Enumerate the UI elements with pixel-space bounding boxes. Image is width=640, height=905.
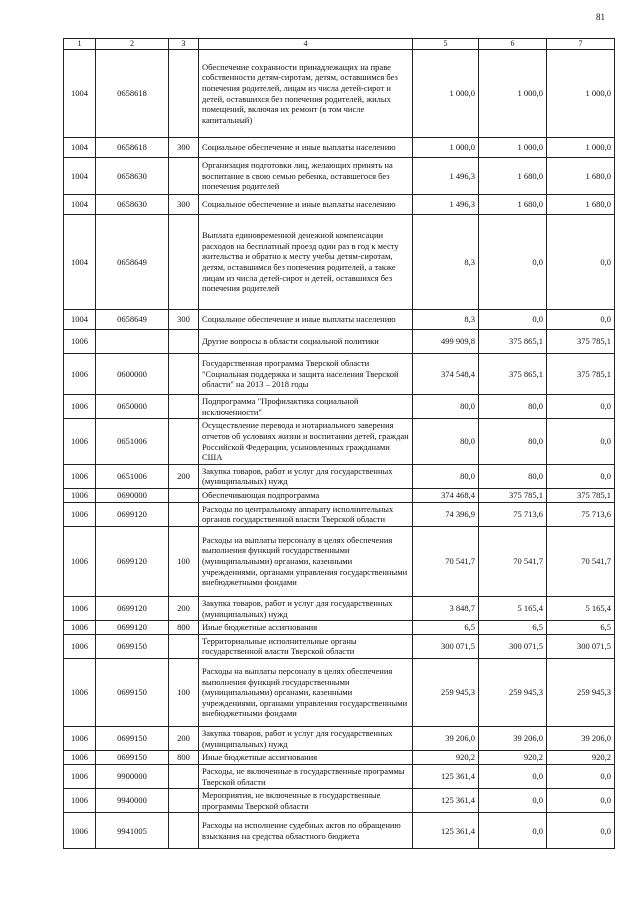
amount-col6: 80,0 [479,395,547,419]
target-article-code: 0651006 [96,419,169,465]
expense-type-code [169,764,199,788]
column-number: 1 [64,39,96,50]
amount-col7: 0,0 [547,310,615,330]
expense-type-code [169,634,199,658]
amount-col5: 1 000,0 [413,50,479,138]
amount-col6: 1 680,0 [479,158,547,195]
amount-col7: 1 680,0 [547,195,615,215]
table-row [64,50,615,138]
amount-col7: 75 713,6 [547,502,615,526]
target-article-code: 0699150 [96,751,169,765]
amount-col5: 1 496,3 [413,195,479,215]
amount-col6: 259 945,3 [479,659,547,727]
amount-col6: 0,0 [479,789,547,813]
expense-name: Расходы на исполнение судебных актов по обращению взыскания на средства областного бюджета [199,813,413,849]
amount-col7: 375 785,1 [547,489,615,503]
amount-col5: 920,2 [413,751,479,765]
expense-name: Иные бюджетные ассигнования [199,621,413,635]
column-number-row [64,39,615,50]
expense-name: Расходы на выплаты персоналу в целях обеспечения выполнения функций государственными (муниципальными) органами, казенными учреждениями, органами управления государственными внебюджетными фондами [199,659,413,727]
amount-col5: 8,3 [413,310,479,330]
target-article-code: 9900000 [96,764,169,788]
target-article-code: 0600000 [96,354,169,395]
expense-name: Иные бюджетные ассигнования [199,751,413,765]
amount-col6: 1 000,0 [479,50,547,138]
table-row [64,502,615,526]
target-article-code: 0699150 [96,634,169,658]
amount-col6: 80,0 [479,464,547,488]
amount-col7: 1 680,0 [547,158,615,195]
amount-col5: 300 071,5 [413,634,479,658]
amount-col6: 75 713,6 [479,502,547,526]
target-article-code: 0699150 [96,727,169,751]
table-row [64,310,615,330]
column-number: 6 [479,39,547,50]
section-code: 1006 [64,419,96,465]
amount-col5: 39 206,0 [413,727,479,751]
amount-col6: 300 071,5 [479,634,547,658]
table-row [64,727,615,751]
amount-col7: 0,0 [547,215,615,310]
expense-type-code [169,789,199,813]
amount-col7: 70 541,7 [547,526,615,596]
column-number: 5 [413,39,479,50]
target-article-code: 0690000 [96,489,169,503]
table-row [64,138,615,158]
section-code: 1006 [64,489,96,503]
section-code: 1004 [64,138,96,158]
amount-col6: 375 865,1 [479,330,547,354]
amount-col6: 375 865,1 [479,354,547,395]
expense-type-code: 200 [169,464,199,488]
target-article-code: 0699120 [96,596,169,620]
section-code: 1006 [64,764,96,788]
amount-col5: 125 361,4 [413,813,479,849]
expense-name: Закупка товаров, работ и услуг для государственных (муниципальных) нужд [199,596,413,620]
table-row [64,419,615,465]
amount-col6: 0,0 [479,215,547,310]
target-article-code: 9940000 [96,789,169,813]
amount-col7: 300 071,5 [547,634,615,658]
target-article-code: 0699120 [96,621,169,635]
target-article-code: 0658649 [96,215,169,310]
amount-col5: 3 848,7 [413,596,479,620]
expense-type-code [169,50,199,138]
target-article-code [96,330,169,354]
amount-col5: 125 361,4 [413,764,479,788]
expense-type-code: 300 [169,310,199,330]
expense-name: Закупка товаров, работ и услуг для государственных (муниципальных) нужд [199,464,413,488]
table-row [64,395,615,419]
target-article-code: 9941005 [96,813,169,849]
section-code: 1006 [64,596,96,620]
amount-col7: 0,0 [547,813,615,849]
amount-col6: 1 000,0 [479,138,547,158]
expense-type-code [169,419,199,465]
expense-type-code [169,330,199,354]
target-article-code: 0699150 [96,659,169,727]
amount-col6: 920,2 [479,751,547,765]
amount-col5: 125 361,4 [413,789,479,813]
expense-name: Обеспечивающая подпрограмма [199,489,413,503]
expense-type-code: 100 [169,659,199,727]
table-row [64,621,615,635]
expense-name: Мероприятия, не включенные в государственные программы Тверской области [199,789,413,813]
amount-col5: 499 909,8 [413,330,479,354]
table-row [64,158,615,195]
page-number: 81 [596,12,605,22]
section-code: 1006 [64,621,96,635]
expense-type-code [169,354,199,395]
amount-col5: 8,3 [413,215,479,310]
amount-col7: 0,0 [547,395,615,419]
amount-col7: 0,0 [547,464,615,488]
target-article-code: 0658618 [96,50,169,138]
section-code: 1004 [64,310,96,330]
amount-col5: 6,5 [413,621,479,635]
target-article-code: 0658649 [96,310,169,330]
table-row [64,215,615,310]
amount-col6: 1 680,0 [479,195,547,215]
section-code: 1006 [64,330,96,354]
amount-col5: 259 945,3 [413,659,479,727]
table-row [64,659,615,727]
amount-col7: 5 165,4 [547,596,615,620]
table-row [64,330,615,354]
amount-col7: 0,0 [547,789,615,813]
expense-name: Закупка товаров, работ и услуг для государственных (муниципальных) нужд [199,727,413,751]
amount-col5: 70 541,7 [413,526,479,596]
section-code: 1006 [64,751,96,765]
table-row [64,354,615,395]
expense-name: Подпрограмма "Профилактика социальной исключенности" [199,395,413,419]
amount-col5: 74 396,9 [413,502,479,526]
amount-col6: 5 165,4 [479,596,547,620]
table-row [64,764,615,788]
expense-name: Расходы, не включенные в государственные программы Тверской области [199,764,413,788]
expense-type-code: 100 [169,526,199,596]
expense-type-code: 300 [169,195,199,215]
section-code: 1004 [64,215,96,310]
amount-col5: 80,0 [413,464,479,488]
target-article-code: 0658630 [96,195,169,215]
column-number: 4 [199,39,413,50]
expense-name: Другие вопросы в области социальной политики [199,330,413,354]
amount-col5: 374 468,4 [413,489,479,503]
expense-type-code [169,215,199,310]
expense-name: Территориальные исполнительные органы государственной власти Тверской области [199,634,413,658]
table-row [64,813,615,849]
table-row [64,489,615,503]
target-article-code: 0699120 [96,526,169,596]
column-number: 3 [169,39,199,50]
expense-name: Выплата единовременной денежной компенсации расходов на бесплатный проезд один раз в год к месту жительства и обратно к месту учебы детям-сиротам, детям, оставшимся без попечения родителей, а также лицам из числа детей-сирот и детей, оставшихся без попечения родителей [199,215,413,310]
column-number: 7 [547,39,615,50]
expense-name: Социальное обеспечение и иные выплаты населению [199,138,413,158]
section-code: 1006 [64,727,96,751]
target-article-code: 0650000 [96,395,169,419]
expense-type-code [169,489,199,503]
table-row [64,789,615,813]
target-article-code: 0658630 [96,158,169,195]
amount-col6: 6,5 [479,621,547,635]
amount-col5: 80,0 [413,395,479,419]
amount-col7: 1 000,0 [547,50,615,138]
amount-col5: 1 000,0 [413,138,479,158]
amount-col7: 375 785,1 [547,330,615,354]
amount-col5: 80,0 [413,419,479,465]
expense-name: Расходы на выплаты персоналу в целях обеспечения выполнения функций государственными (муниципальными) органами, казенными учреждениями, органами управления государственными внебюджетными фондами [199,526,413,596]
amount-col7: 1 000,0 [547,138,615,158]
expense-type-code [169,158,199,195]
expense-name: Осуществление перевода и нотариального заверения отчетов об условиях жизни и воспитании детей, граждан Российской Федерации, усыновленных гражданами США [199,419,413,465]
amount-col7: 6,5 [547,621,615,635]
expense-type-code: 800 [169,621,199,635]
amount-col6: 70 541,7 [479,526,547,596]
section-code: 1006 [64,464,96,488]
amount-col7: 920,2 [547,751,615,765]
amount-col5: 374 548,4 [413,354,479,395]
amount-col7: 39 206,0 [547,727,615,751]
table-row [64,464,615,488]
amount-col5: 1 496,3 [413,158,479,195]
amount-col6: 0,0 [479,310,547,330]
expense-name: Государственная программа Тверской области "Социальная поддержка и защита населения Тверской области" на 2013 – 2018 годы [199,354,413,395]
section-code: 1006 [64,526,96,596]
target-article-code: 0651006 [96,464,169,488]
expense-type-code: 200 [169,727,199,751]
table-row [64,751,615,765]
amount-col7: 0,0 [547,764,615,788]
section-code: 1004 [64,195,96,215]
section-code: 1004 [64,158,96,195]
expense-name: Обеспечение сохранности принадлежащих на праве собственности детям-сиротам, детям, оставшимся без попечения родителей, лицам из числа детей-сирот и детей, оставшихся без попечения родителей, жилых помещений, включая их ремонт (в том числе капитальный) [199,50,413,138]
budget-table [63,38,615,849]
expense-type-code [169,395,199,419]
section-code: 1006 [64,634,96,658]
expense-name: Социальное обеспечение и иные выплаты населению [199,195,413,215]
table-row [64,195,615,215]
section-code: 1006 [64,813,96,849]
table-row [64,526,615,596]
section-code: 1006 [64,659,96,727]
amount-col7: 0,0 [547,419,615,465]
expense-type-code [169,813,199,849]
expense-name: Социальное обеспечение и иные выплаты населению [199,310,413,330]
amount-col7: 375 785,1 [547,354,615,395]
table-row [64,596,615,620]
section-code: 1004 [64,50,96,138]
amount-col6: 39 206,0 [479,727,547,751]
target-article-code: 0658618 [96,138,169,158]
section-code: 1006 [64,789,96,813]
column-number: 2 [96,39,169,50]
section-code: 1006 [64,354,96,395]
section-code: 1006 [64,502,96,526]
amount-col7: 259 945,3 [547,659,615,727]
expense-type-code: 800 [169,751,199,765]
section-code: 1006 [64,395,96,419]
expense-type-code: 200 [169,596,199,620]
amount-col6: 80,0 [479,419,547,465]
table-row [64,634,615,658]
expense-name: Организация подготовки лиц, желающих принять на воспитание в свою семью ребенка, оставшегося без попечения родителей [199,158,413,195]
amount-col6: 375 785,1 [479,489,547,503]
expense-type-code: 300 [169,138,199,158]
expense-name: Расходы по центральному аппарату исполнительных органов государственной власти Тверской области [199,502,413,526]
amount-col6: 0,0 [479,764,547,788]
amount-col6: 0,0 [479,813,547,849]
expense-type-code [169,502,199,526]
target-article-code: 0699120 [96,502,169,526]
